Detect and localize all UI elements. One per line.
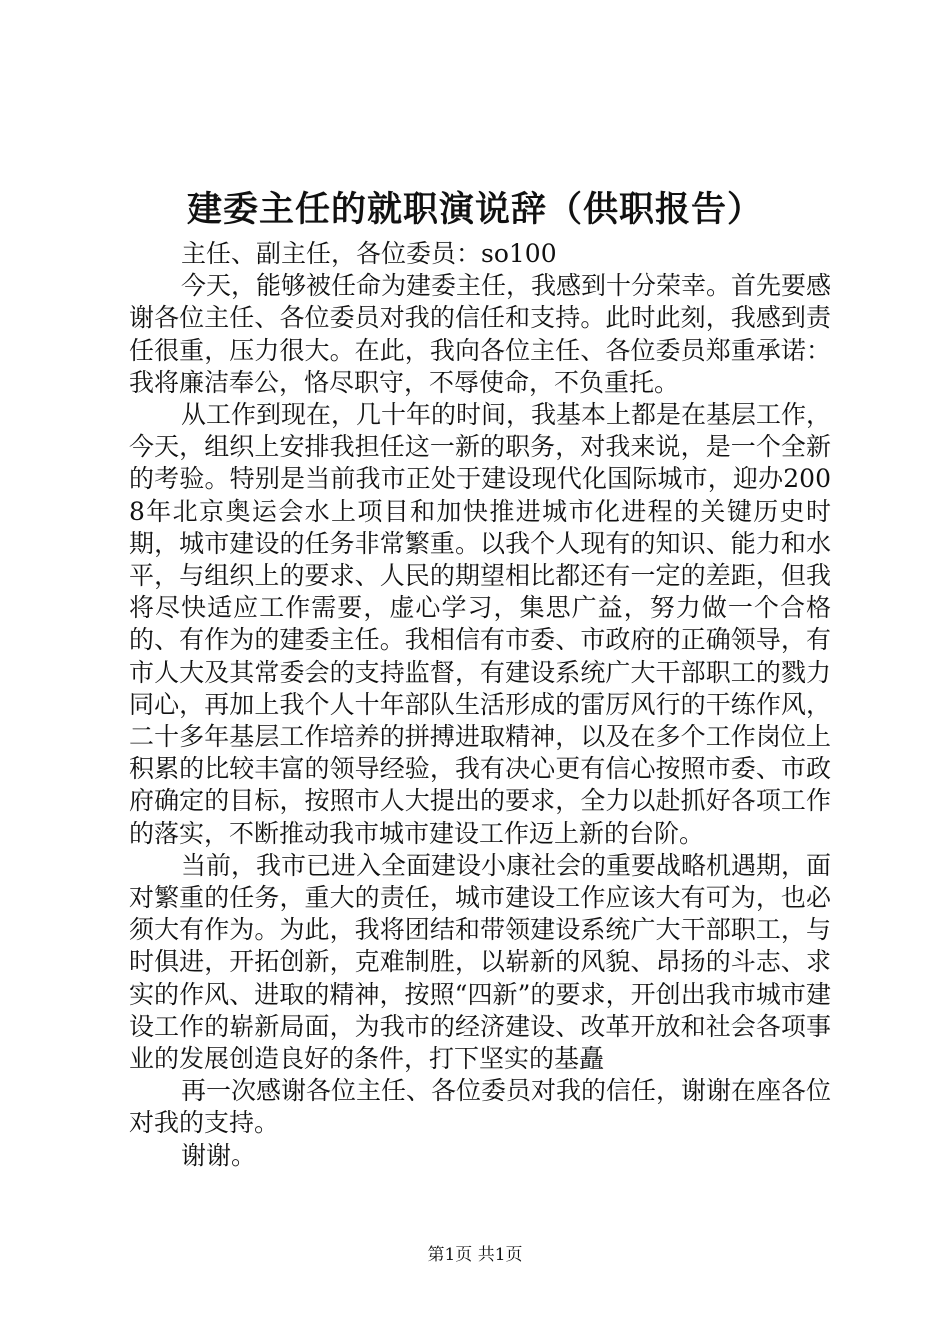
body-paragraph: 今天，能够被任命为建委主任，我感到十分荣幸。首先要感谢各位主任、各位委员对我的信任和支持。此时此刻，我感到责任很重，压力很大。在此，我向各位主任、各位委员郑重承诺：我将廉洁奉公，恪尽职守，不辱使命，不负重托。	[129, 271, 832, 397]
closing-paragraph: 谢谢。	[181, 1140, 257, 1170]
document-title: 建委主任的就职演说辞（供职报告）	[186, 189, 763, 230]
body-paragraph: 再一次感谢各位主任、各位委员对我的信任，谢谢在座各位对我的支持。	[129, 1076, 832, 1138]
salutation-paragraph: 主任、副主任，各位委员：so100	[181, 239, 557, 268]
body-paragraph: 从工作到现在，几十年的时间，我基本上都是在基层工作，今天，组织上安排我担任这一新的职务，对我来说，是一个全新的考验。特别是当前我市正处于建设现代化国际城市，迎办2008年北京奥运会水上项目和加快推进城市化进程的关键历史时期，城市建设的任务非常繁重。以我个人现有的知识、能力和水平，与组织上的要求、人民的期望相比都还有一定的差距，但我将尽快适应工作需要，虚心学习，集思广益，努力做一个合格的、有作为的建委主任。我相信有市委、市政府的正确领导，有市人大及其常委会的支持监督，有建设系统广大干部职工的戮力同心，再加上我个人十年部队生活形成的雷厉风行的干练作风，二十多年基层工作培养的拼搏进取精神，以及在多个工作岗位上积累的比较丰富的领导经验，我有决心更有信心按照市委、市政府确定的目标，按照市人大提出的要求，全力以赴抓好各项工作的落实，不断推动我市城市建设工作迈上新的台阶。	[129, 400, 832, 848]
page-number-footer: 第1页 共1页	[427, 1245, 523, 1265]
document-body	[129, 238, 831, 1172]
body-paragraph: 当前，我市已进入全面建设小康社会的重要战略机遇期，面对繁重的任务，重大的责任，城市建设工作应该大有可为，也必须大有作为。为此，我将团结和带领建设系统广大干部职工，与时俱进，开拓创新，克难制胜，以崭新的风貌、昂扬的斗志、求实的作风、进取的精神，按照“四新”的要求，开创出我市城市建设工作的崭新局面，为我市的经济建设、改革开放和社会各项事业的发展创造良好的条件，打下坚实的基矗	[129, 850, 832, 1074]
